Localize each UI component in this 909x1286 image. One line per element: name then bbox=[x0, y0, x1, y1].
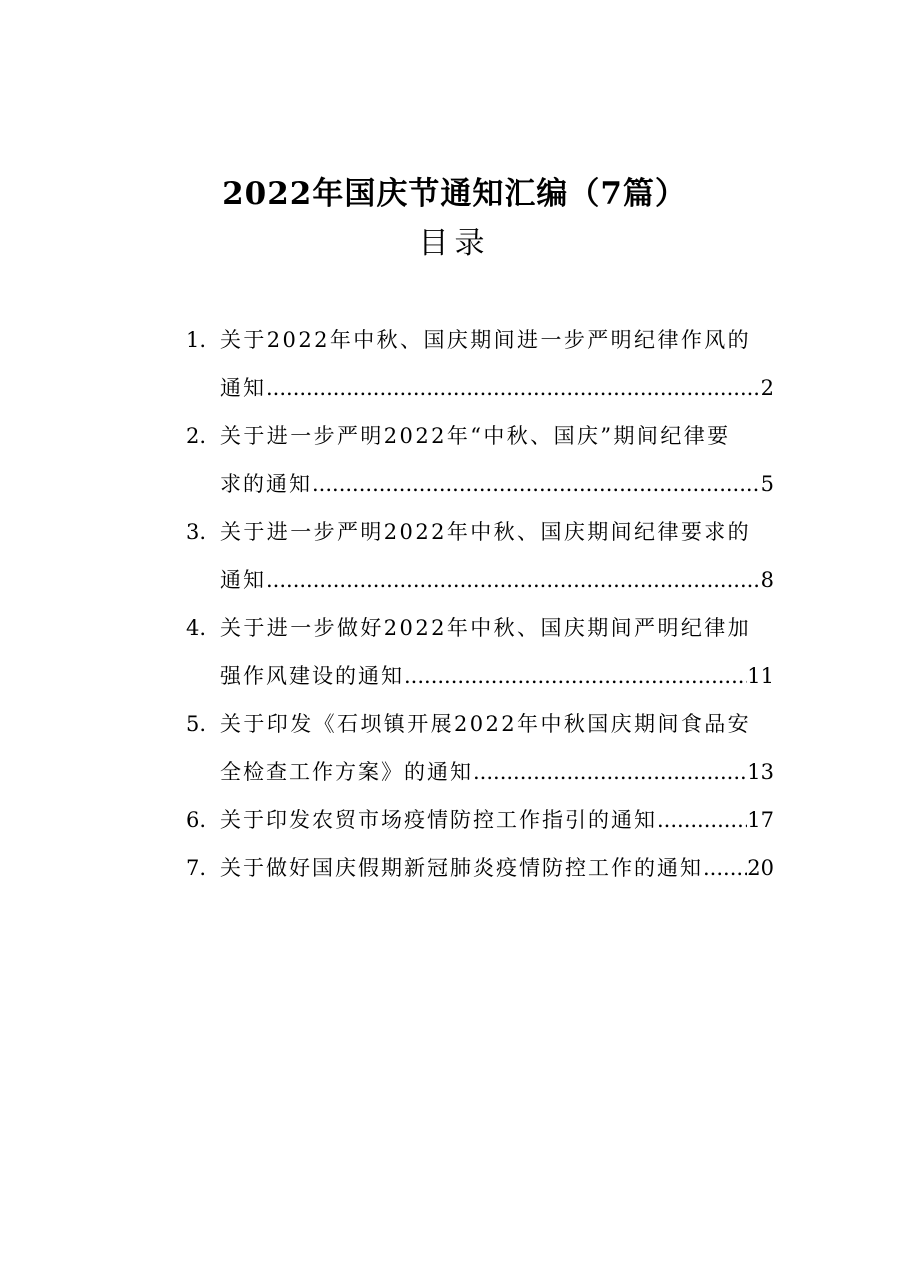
toc-entry-title: 关于印发《石坝镇开展2022年中秋国庆期间食品安 bbox=[220, 712, 752, 736]
toc-page-number: 13 bbox=[747, 760, 774, 784]
toc-page-number: 5 bbox=[760, 472, 774, 496]
toc-entry-number: 7. bbox=[186, 856, 207, 880]
toc-entry-number: 3. bbox=[186, 520, 207, 544]
toc-entry-title-cont: 求的通知 bbox=[220, 472, 312, 496]
toc-entry-title-cont: 强作风建设的通知 bbox=[220, 664, 404, 688]
toc-entry-title-cont: 全检查工作方案》的通知 bbox=[220, 760, 473, 784]
toc-entry-number: 5. bbox=[186, 712, 207, 736]
toc-page-number: 20 bbox=[747, 856, 774, 880]
document-title: 2022年国庆节通知汇编（7篇） bbox=[222, 176, 687, 212]
toc-page-number: 11 bbox=[747, 664, 774, 688]
toc-page-number: 17 bbox=[747, 808, 774, 832]
toc-entry-number: 2. bbox=[186, 424, 207, 448]
toc-page-number: 8 bbox=[760, 568, 774, 592]
toc-entry-title-cont: 通知 bbox=[220, 568, 266, 592]
toc-entry-title: 关于做好国庆假期新冠肺炎疫情防控工作的通知 bbox=[220, 856, 703, 880]
toc-entry-title: 关于进一步做好2022年中秋、国庆期间严明纪律加 bbox=[220, 616, 752, 640]
toc-entry-4[interactable] bbox=[186, 604, 774, 700]
toc-leader-dots bbox=[404, 652, 747, 700]
toc-leader-dots bbox=[266, 556, 761, 604]
toc-entry-number: 1. bbox=[186, 328, 207, 352]
toc-entry-2[interactable] bbox=[186, 412, 774, 508]
toc-entry-5[interactable] bbox=[186, 700, 774, 796]
toc-entry-1[interactable] bbox=[186, 316, 774, 412]
toc-entry-6[interactable] bbox=[186, 796, 774, 844]
toc-entry-title: 关于进一步严明2022年中秋、国庆期间纪律要求的 bbox=[220, 520, 752, 544]
toc-entry-title: 关于印发农贸市场疫情防控工作指引的通知 bbox=[220, 808, 657, 832]
toc-entry-7[interactable] bbox=[186, 844, 774, 892]
table-of-contents bbox=[186, 316, 774, 892]
toc-heading: 目录 bbox=[418, 226, 491, 261]
toc-entry-title: 关于2022年中秋、国庆期间进一步严明纪律作风的 bbox=[220, 328, 752, 352]
toc-entry-title: 关于进一步严明2022年“中秋、国庆”期间纪律要 bbox=[220, 424, 731, 448]
toc-entry-3[interactable] bbox=[186, 508, 774, 604]
toc-leader-dots bbox=[473, 748, 747, 796]
toc-leader-dots bbox=[703, 844, 747, 892]
toc-leader-dots bbox=[657, 796, 747, 844]
toc-entry-number: 6. bbox=[186, 808, 207, 832]
toc-leader-dots bbox=[266, 364, 761, 412]
toc-entry-number: 4. bbox=[186, 616, 207, 640]
toc-leader-dots bbox=[312, 460, 761, 508]
toc-entry-title-cont: 通知 bbox=[220, 376, 266, 400]
toc-page-number: 2 bbox=[760, 376, 774, 400]
